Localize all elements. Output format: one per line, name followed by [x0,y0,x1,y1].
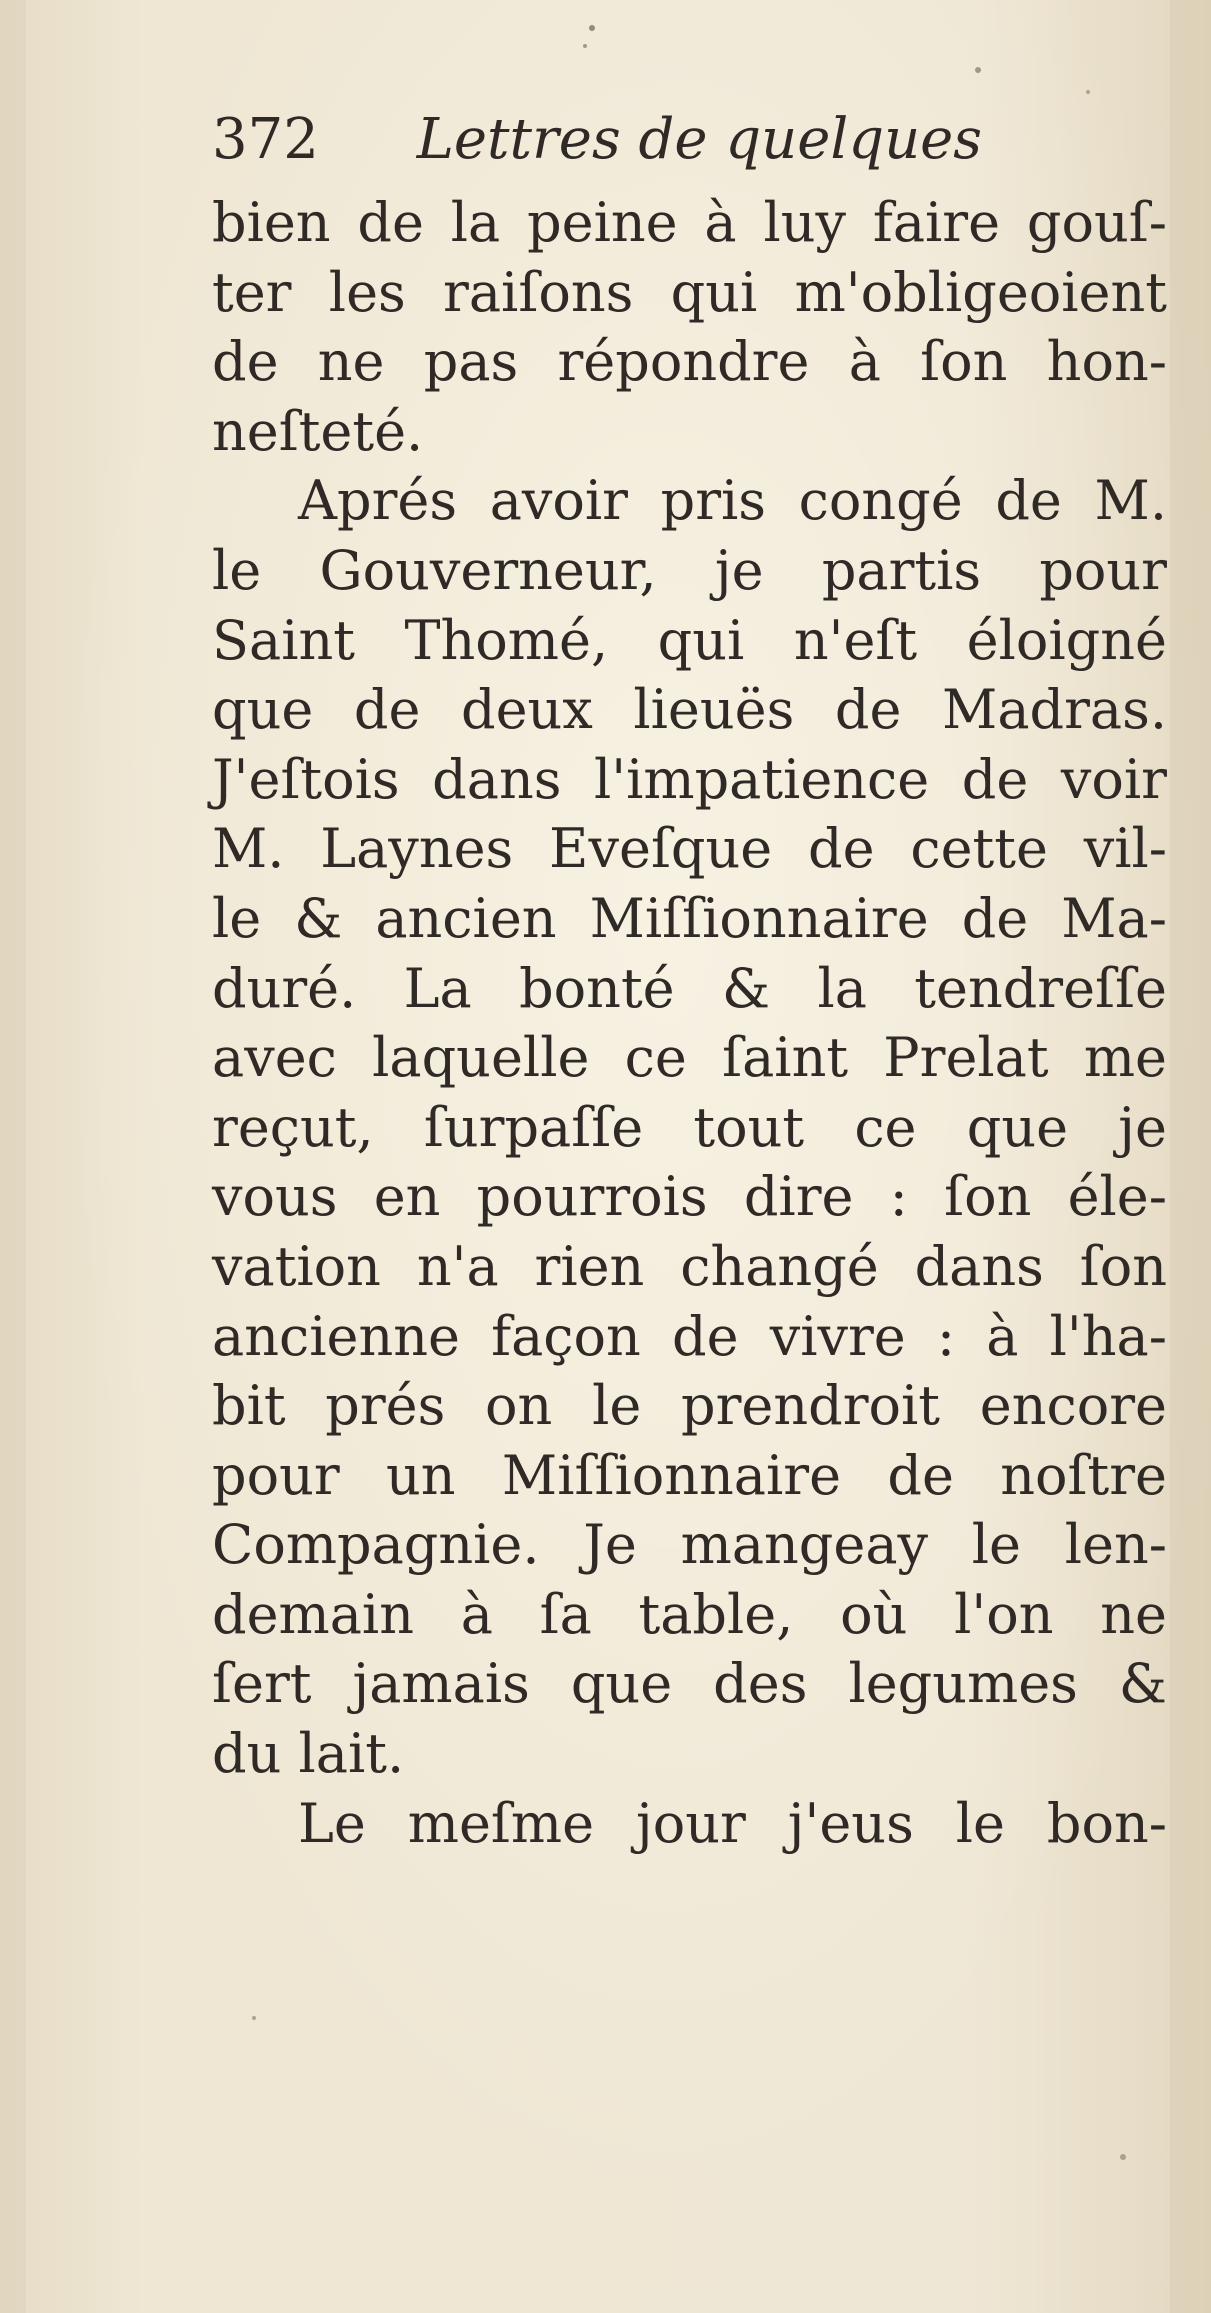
body-text [212,188,1167,1858]
text-line: J'eſtois dans l'impatience de voir [212,747,1167,811]
page-edge-shadow [1170,0,1211,2313]
ink-speck [1086,90,1090,94]
ink-speck [1120,2154,1126,2160]
text-line: Saint Thomé, qui n'eſt éloigné [212,608,1167,672]
text-line: que de deux lieuës de Madras. [212,678,1167,742]
text-line: duré. La bonté & la tendreſſe [212,956,1167,1020]
running-header [212,100,1112,180]
text-line: Aprés avoir pris congé de M. [298,469,1167,533]
text-line: Compagnie. Je mangeay le len- [212,1513,1167,1577]
ink-speck [252,2016,256,2020]
text-line: du lait. [212,1722,405,1786]
text-line: vous en pourrois dire : ſon éle- [212,1165,1167,1229]
text-line: demain à ſa table, où l'on ne [212,1582,1167,1646]
text-line: neſteté. [212,399,424,463]
text-line: le Gouverneur, je partis pour [212,538,1167,602]
ink-speck [589,25,595,31]
text-line: vation n'a rien changé dans ſon [212,1234,1167,1298]
text-line: bit prés on le prendroit encore [212,1374,1167,1438]
text-line: pour un Miſſionnaire de noſtre [212,1443,1167,1507]
text-line: ter les raiſons qui m'obligeoient [212,260,1167,324]
running-title: Lettres de quelques [416,107,983,172]
page-number: 372 [212,107,319,172]
page-edge-shadow-left [0,0,26,2313]
text-line: reçut, ſurpaſſe tout ce que je [212,1095,1167,1159]
ink-speck [583,44,587,48]
ink-speck [975,67,981,73]
text-line: bien de la peine à luy faire gouſ- [212,191,1167,254]
text-line: de ne pas répondre à ſon hon- [212,330,1167,394]
text-line: M. Laynes Eveſque de cette vil- [212,817,1167,881]
text-line: ſert jamais que des legumes & [212,1652,1167,1716]
text-line: Le meſme jour j'eus le bon- [298,1791,1167,1855]
text-line: le & ancien Miſſionnaire de Ma- [212,886,1167,950]
text-line: avec laquelle ce ſaint Prelat me [212,1026,1167,1090]
text-line: ancienne façon de vivre : à l'ha- [212,1304,1167,1368]
